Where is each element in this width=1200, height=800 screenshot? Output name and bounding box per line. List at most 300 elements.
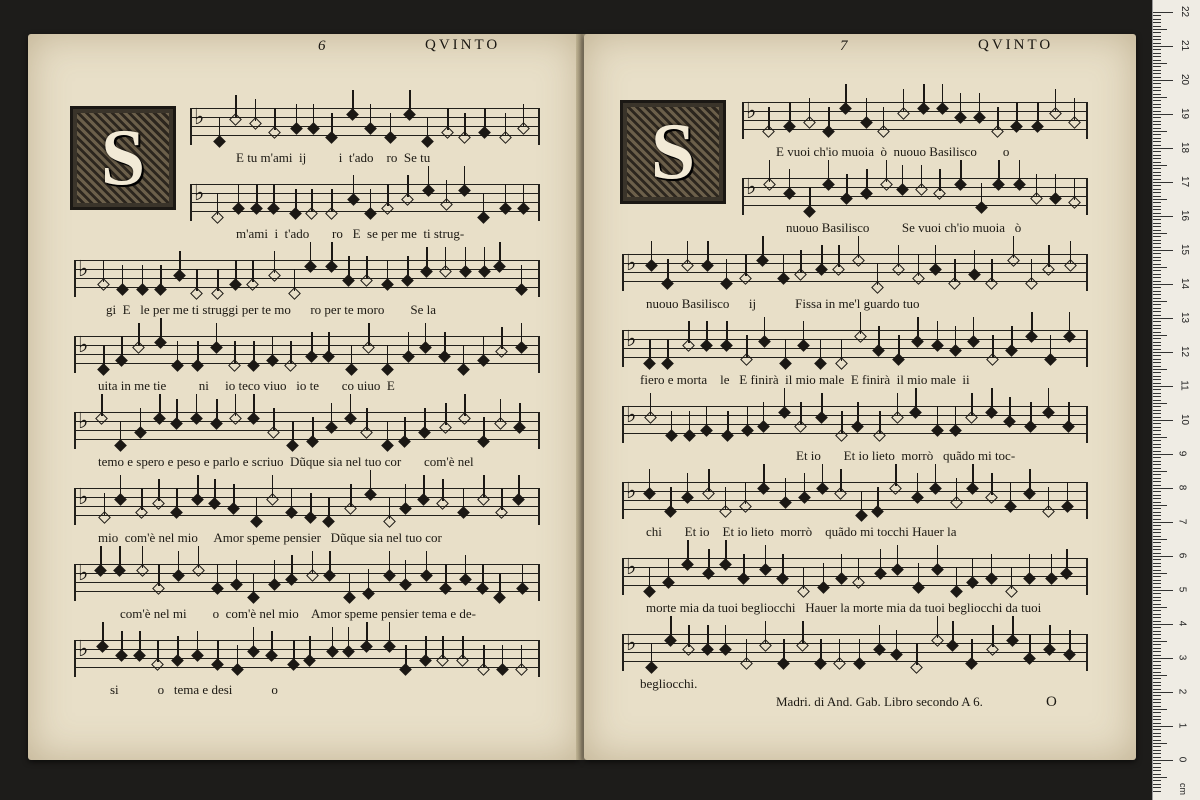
- note-stem: [407, 256, 409, 278]
- note-stem: [1037, 102, 1039, 124]
- note-stem: [160, 265, 162, 287]
- note-stem: [197, 475, 199, 497]
- ruler-tick: [1153, 495, 1161, 496]
- decorated-initial-right: [620, 100, 726, 204]
- note-stem: [121, 336, 123, 358]
- note-stem: [196, 394, 198, 416]
- note-stem: [428, 166, 430, 188]
- note-stem: [1074, 98, 1076, 120]
- ruler-tick: [1153, 763, 1161, 764]
- music-staff: [74, 484, 540, 524]
- ruler-tick: [1153, 471, 1167, 472]
- note-stem: [782, 554, 784, 576]
- note-stem: [1012, 616, 1014, 638]
- ruler-number: 8: [1176, 484, 1188, 491]
- note-stem: [1048, 487, 1050, 509]
- note-stem: [349, 573, 351, 595]
- ruler-tick: [1153, 151, 1161, 152]
- ruler-tick: [1153, 491, 1161, 492]
- ruler-tick: [1153, 539, 1167, 540]
- ruler-tick: [1153, 355, 1161, 356]
- staff-bar: [74, 564, 76, 601]
- note-stem: [390, 113, 392, 135]
- note-stem: [404, 417, 406, 439]
- note-stem: [979, 93, 981, 115]
- note-stem: [407, 175, 409, 197]
- ruler-tick: [1153, 12, 1173, 13]
- note-stem: [935, 464, 937, 486]
- ruler-tick: [1153, 63, 1167, 64]
- staff-bar: [742, 102, 744, 139]
- note-stem: [1011, 326, 1013, 348]
- note-stem: [499, 242, 501, 264]
- note-stem: [389, 497, 391, 519]
- note-stem: [292, 421, 294, 443]
- ruler-tick: [1153, 281, 1161, 282]
- ruler-tick: [1153, 301, 1167, 302]
- ruler-tick: [1153, 291, 1161, 292]
- ruler-tick: [1153, 403, 1167, 404]
- ruler-tick: [1153, 559, 1161, 560]
- ruler-tick: [1153, 219, 1161, 220]
- lyric-line: begliocchi.: [640, 676, 698, 691]
- note-stem: [858, 236, 860, 258]
- note-stem: [196, 269, 198, 291]
- ruler-tick: [1153, 661, 1161, 662]
- note-stem: [101, 394, 103, 416]
- note-stem: [482, 564, 484, 586]
- note-stem: [897, 545, 899, 567]
- note-stem: [650, 393, 652, 415]
- ruler-tick: [1153, 338, 1161, 339]
- note-stem: [879, 411, 881, 433]
- note-stem: [464, 394, 466, 416]
- note-stem: [1050, 335, 1052, 357]
- ruler-tick: [1153, 672, 1161, 673]
- ruler-tick: [1153, 56, 1161, 57]
- note-stem: [216, 323, 218, 345]
- note-stem: [918, 254, 920, 276]
- ruler-number: 22: [1179, 5, 1191, 18]
- ruler-tick: [1153, 274, 1161, 275]
- lyric-line: Et io Et io lieto morrò quãdo mi toc-: [796, 448, 1016, 463]
- ruler-tick: [1153, 298, 1161, 299]
- music-staff: [622, 630, 1088, 670]
- note-stem: [858, 558, 860, 580]
- note-stem: [389, 551, 391, 573]
- flat-clef-icon: ♭: [194, 104, 205, 129]
- ruler-tick: [1153, 60, 1161, 61]
- ruler-tick: [1153, 784, 1161, 785]
- staff-bar: [538, 412, 540, 449]
- music-staff: [622, 478, 1088, 518]
- ruler-tick: [1153, 226, 1161, 227]
- ruler-tick: [1153, 233, 1167, 234]
- ruler-tick: [1153, 593, 1161, 594]
- ruler-number: 9: [1176, 450, 1188, 457]
- note-stem: [971, 639, 973, 661]
- note-stem: [329, 551, 331, 573]
- note-stem: [860, 312, 862, 334]
- ruler-number: 0: [1176, 756, 1188, 763]
- ruler-tick: [1153, 774, 1161, 775]
- ruler-tick: [1153, 308, 1161, 309]
- ruler-tick: [1153, 335, 1167, 336]
- ruler-tick: [1153, 352, 1173, 353]
- note-stem: [445, 564, 447, 586]
- note-stem: [765, 545, 767, 567]
- ruler-tick: [1153, 240, 1161, 241]
- ruler-tick: [1153, 294, 1161, 295]
- ruler-tick: [1153, 362, 1161, 363]
- ruler-tick: [1153, 699, 1161, 700]
- ruler-tick: [1153, 437, 1167, 438]
- note-stem: [523, 104, 525, 126]
- ruler-tick: [1153, 791, 1161, 792]
- ruler-tick: [1153, 461, 1161, 462]
- note-stem: [505, 184, 507, 206]
- note-stem: [800, 402, 802, 424]
- note-stem: [519, 403, 521, 425]
- note-stem: [845, 84, 847, 106]
- ruler-tick: [1153, 655, 1161, 656]
- note-stem: [408, 332, 410, 354]
- note-stem: [295, 189, 297, 211]
- note-stem: [236, 560, 238, 582]
- ruler-tick: [1153, 73, 1161, 74]
- ruler-tick: [1153, 53, 1161, 54]
- note-stem: [235, 95, 237, 117]
- note-stem: [370, 104, 372, 126]
- ruler-tick: [1153, 162, 1161, 163]
- ruler-tick: [1153, 196, 1161, 197]
- ruler-tick: [1153, 172, 1161, 173]
- ruler-tick: [1153, 236, 1161, 237]
- ruler-tick: [1153, 644, 1161, 645]
- note-stem: [706, 321, 708, 343]
- ruler-tick: [1153, 36, 1161, 37]
- note-stem: [253, 627, 255, 649]
- staff-bar: [190, 184, 192, 221]
- ruler-tick: [1153, 430, 1161, 431]
- ruler-tick: [1153, 80, 1173, 81]
- ruler-number: 7: [1176, 518, 1188, 525]
- note-stem: [823, 563, 825, 585]
- note-stem: [974, 250, 976, 272]
- lyric-line: si o tema e desi o: [110, 682, 278, 697]
- note-stem: [789, 169, 791, 191]
- note-stem: [668, 558, 670, 580]
- ruler-tick: [1153, 434, 1161, 435]
- note-stem: [1029, 554, 1031, 576]
- note-stem: [809, 98, 811, 120]
- ruler-tick: [1153, 22, 1161, 23]
- note-stem: [120, 421, 122, 443]
- ruler-tick: [1153, 770, 1161, 771]
- ruler-tick: [1153, 15, 1161, 16]
- note-stem: [960, 160, 962, 182]
- note-stem: [804, 473, 806, 495]
- staff-bar: [538, 336, 540, 373]
- staff-bar: [622, 254, 624, 291]
- ruler-tick: [1153, 121, 1161, 122]
- ruler-tick: [1153, 134, 1161, 135]
- note-stem: [351, 345, 353, 367]
- note-stem: [745, 482, 747, 504]
- note-stem: [725, 487, 727, 509]
- note-stem: [177, 341, 179, 363]
- note-stem: [102, 622, 104, 644]
- note-stem: [820, 639, 822, 661]
- ruler-tick: [1153, 168, 1161, 169]
- note-stem: [939, 169, 941, 191]
- note-stem: [290, 341, 292, 363]
- note-stem: [370, 470, 372, 492]
- note-stem: [1055, 174, 1057, 196]
- note-stem: [746, 335, 748, 357]
- initial-letter: S: [100, 114, 146, 202]
- note-stem: [971, 393, 973, 415]
- note-stem: [328, 332, 330, 354]
- note-stem: [274, 560, 276, 582]
- note-stem: [464, 166, 466, 188]
- music-staff: [74, 256, 540, 296]
- note-stem: [158, 479, 160, 501]
- note-stem: [405, 560, 407, 582]
- ruler-tick: [1153, 77, 1161, 78]
- ruler-tick: [1153, 712, 1161, 713]
- ruler-tick: [1153, 400, 1161, 401]
- lyric-line: uita in me tie ni io teco viuo io te co uiuo E: [98, 378, 395, 393]
- note-stem: [104, 493, 106, 515]
- note-stem: [217, 269, 219, 291]
- note-stem: [937, 616, 939, 638]
- note-stem: [809, 187, 811, 209]
- ruler-tick: [1153, 94, 1161, 95]
- ruler-tick: [1153, 536, 1161, 537]
- note-stem: [785, 339, 787, 361]
- note-stem: [878, 326, 880, 348]
- note-stem: [121, 631, 123, 653]
- ruler-tick: [1153, 597, 1161, 598]
- note-stem: [839, 639, 841, 661]
- note-stem: [273, 408, 275, 430]
- note-stem: [1051, 554, 1053, 576]
- note-stem: [294, 269, 296, 291]
- ruler-number: 20: [1179, 73, 1191, 86]
- note-stem: [253, 341, 255, 363]
- note-stem: [1029, 634, 1031, 656]
- ruler-tick: [1153, 325, 1161, 326]
- note-stem: [764, 317, 766, 339]
- staff-bar: [1086, 330, 1088, 367]
- note-stem: [763, 464, 765, 486]
- staff-bar: [538, 640, 540, 677]
- lyric-line: temo e spero e peso e parlo e scriuo Dũque sia nel tuo cor com'è nel: [98, 454, 474, 469]
- note-stem: [293, 640, 295, 662]
- ruler-tick: [1153, 264, 1161, 265]
- ruler-tick: [1153, 590, 1173, 591]
- lyric-line: mio com'è nel mio Amor speme pensier Dũque sia nel tuo cor: [98, 530, 442, 545]
- ruler-tick: [1153, 648, 1161, 649]
- ruler-tick: [1153, 627, 1161, 628]
- note-stem: [176, 488, 178, 510]
- ruler-tick: [1153, 87, 1161, 88]
- note-stem: [1031, 259, 1033, 281]
- ruler-tick: [1153, 138, 1161, 139]
- ruler-tick: [1153, 26, 1161, 27]
- ruler-tick: [1153, 379, 1161, 380]
- note-stem: [821, 393, 823, 415]
- note-stem: [271, 631, 273, 653]
- note-stem: [992, 335, 994, 357]
- note-stem: [348, 256, 350, 278]
- note-stem: [483, 193, 485, 215]
- ruler-tick: [1153, 345, 1161, 346]
- note-stem: [350, 394, 352, 416]
- note-stem: [521, 323, 523, 345]
- ruler-tick: [1153, 128, 1161, 129]
- signature-mark: O: [1046, 694, 1057, 710]
- note-stem: [866, 169, 868, 191]
- note-stem: [331, 189, 333, 211]
- note-stem: [500, 399, 502, 421]
- note-stem: [389, 622, 391, 644]
- note-stem: [311, 332, 313, 354]
- note-stem: [726, 259, 728, 281]
- ruler-tick: [1153, 777, 1167, 778]
- staff-bar: [742, 178, 744, 215]
- flat-clef-icon: ♭: [78, 484, 89, 509]
- note-stem: [840, 469, 842, 491]
- music-staff: [622, 326, 1088, 366]
- note-stem: [426, 247, 428, 269]
- ruler-tick: [1153, 284, 1173, 285]
- note-stem: [903, 89, 905, 111]
- ruler-tick: [1153, 729, 1161, 730]
- note-stem: [331, 113, 333, 135]
- ruler-tick: [1153, 488, 1173, 489]
- note-stem: [483, 336, 485, 358]
- music-staff: [190, 180, 540, 220]
- ruler-tick: [1153, 148, 1173, 149]
- note-stem: [998, 160, 1000, 182]
- ruler-tick: [1153, 83, 1161, 84]
- note-stem: [667, 259, 669, 281]
- staff-bar: [622, 406, 624, 443]
- ruler-tick: [1153, 546, 1161, 547]
- ruler-tick: [1153, 209, 1161, 210]
- note-stem: [405, 484, 407, 506]
- note-stem: [331, 242, 333, 264]
- ruler-tick: [1153, 332, 1161, 333]
- ruler-tick: [1153, 682, 1161, 683]
- ruler-tick: [1153, 372, 1161, 373]
- note-stem: [671, 411, 673, 433]
- note-stem: [800, 250, 802, 272]
- ruler-tick: [1153, 413, 1161, 414]
- ruler-tick: [1153, 723, 1161, 724]
- note-stem: [425, 636, 427, 658]
- note-stem: [366, 256, 368, 278]
- ruler-tick: [1153, 100, 1161, 101]
- flat-clef-icon: ♭: [746, 174, 757, 199]
- ruler-tick: [1153, 553, 1161, 554]
- note-stem: [1067, 482, 1069, 504]
- note-stem: [252, 260, 254, 282]
- note-stem: [952, 621, 954, 643]
- ruler-tick: [1153, 638, 1161, 639]
- ruler-tick: [1153, 566, 1161, 567]
- ruler-tick: [1153, 420, 1173, 421]
- music-staff: [622, 554, 1088, 594]
- note-stem: [1049, 625, 1051, 647]
- ruler-tick: [1153, 141, 1161, 142]
- initial-letter: S: [650, 108, 696, 196]
- note-stem: [235, 394, 237, 416]
- note-stem: [368, 569, 370, 591]
- ruler-tick: [1153, 230, 1161, 231]
- ruler-tick: [1153, 70, 1161, 71]
- ruler-tick: [1153, 349, 1161, 350]
- staff-bar: [1086, 406, 1088, 443]
- ruler-tick: [1153, 417, 1161, 418]
- note-stem: [256, 497, 258, 519]
- note-stem: [861, 491, 863, 513]
- ruler-tick: [1153, 780, 1161, 781]
- ruler-tick: [1153, 614, 1161, 615]
- staff-bar: [74, 488, 76, 525]
- note-stem: [353, 175, 355, 197]
- note-stem: [139, 631, 141, 653]
- ruler-tick: [1153, 746, 1161, 747]
- note-stem: [312, 551, 314, 573]
- ruler-tick: [1153, 563, 1161, 564]
- note-stem: [1011, 567, 1013, 589]
- staff-bar: [1086, 634, 1088, 671]
- ruler-tick: [1153, 525, 1161, 526]
- ruler-tick: [1153, 406, 1161, 407]
- note-stem: [157, 640, 159, 662]
- ruler-tick: [1153, 485, 1161, 486]
- note-stem: [916, 643, 918, 665]
- ruler-number: 14: [1179, 277, 1191, 290]
- ruler-tick: [1153, 464, 1161, 465]
- ruler-tick: [1153, 39, 1161, 40]
- note-stem: [708, 549, 710, 571]
- ruler-tick: [1153, 719, 1161, 720]
- ruler-tick: [1153, 451, 1161, 452]
- note-stem: [960, 93, 962, 115]
- note-stem: [972, 464, 974, 486]
- note-stem: [687, 473, 689, 495]
- note-stem: [896, 630, 898, 652]
- ruler-tick: [1153, 277, 1161, 278]
- note-stem: [1029, 469, 1031, 491]
- ruler-tick: [1153, 185, 1161, 186]
- note-stem: [313, 104, 315, 126]
- ruler-tick: [1153, 304, 1161, 305]
- ruler-tick: [1153, 145, 1161, 146]
- staff-bar: [538, 184, 540, 221]
- note-stem: [857, 402, 859, 424]
- ruler-tick: [1153, 287, 1161, 288]
- staff-bar: [190, 108, 192, 145]
- note-stem: [160, 318, 162, 340]
- note-stem: [178, 551, 180, 573]
- note-stem: [217, 640, 219, 662]
- flat-clef-icon: ♭: [626, 326, 637, 351]
